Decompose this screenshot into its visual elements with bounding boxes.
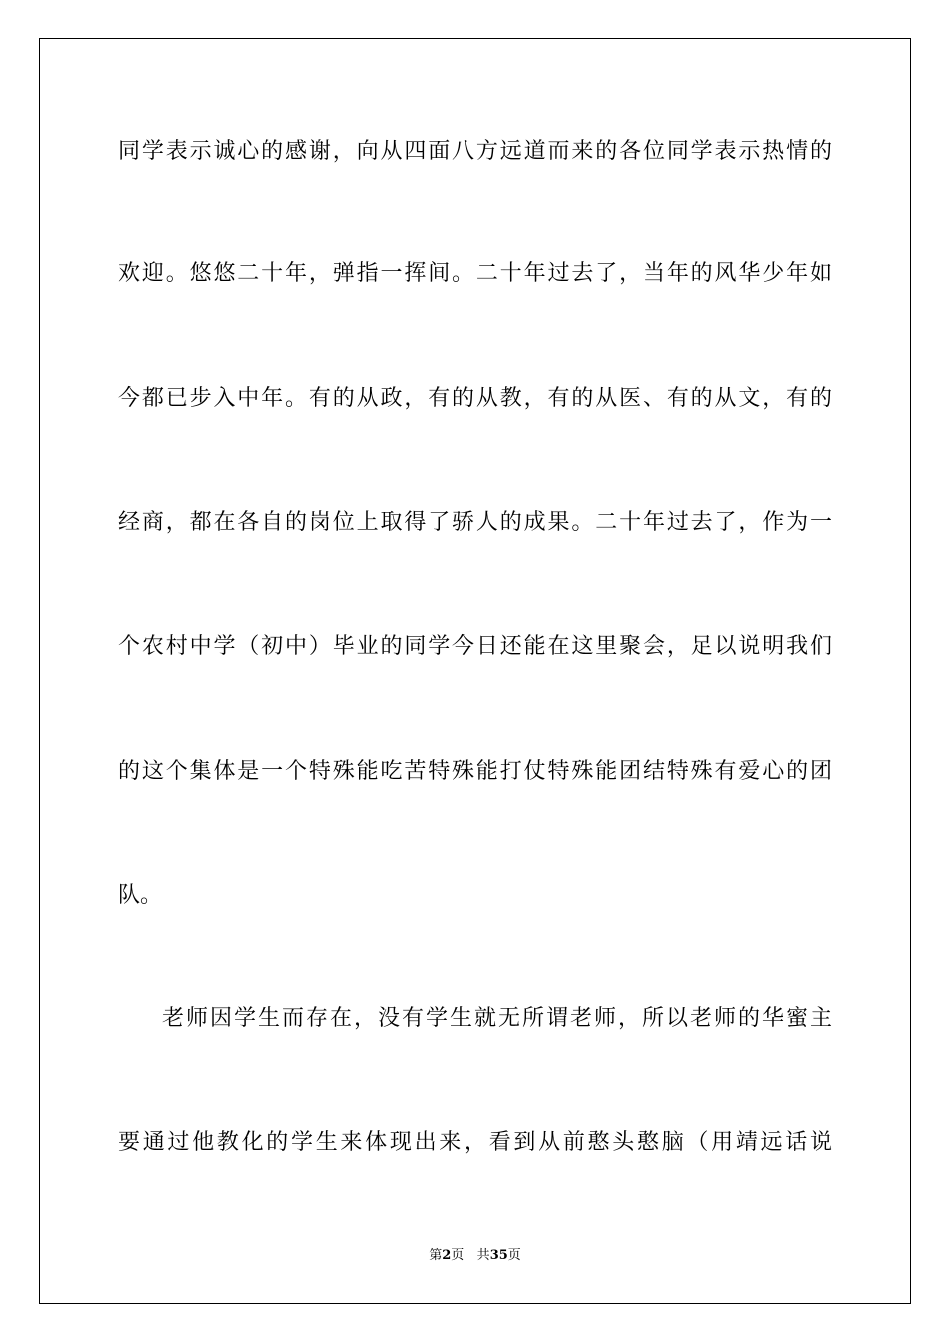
footer-total-suffix: 页 xyxy=(507,1248,521,1263)
body-line-6: 的这个集体是一个特殊能吃苦特殊能打仗特殊能团结特殊有爱心的团 xyxy=(118,759,832,784)
footer-total-prefix: 共 xyxy=(476,1248,490,1263)
body-line-4: 经商，都在各自的岗位上取得了骄人的成果。二十年过去了，作为一 xyxy=(118,510,832,535)
body-line-5: 个农村中学（初中）毕业的同学今日还能在这里聚会，足以说明我们 xyxy=(118,634,832,659)
body-line-3: 今都已步入中年。有的从政，有的从教，有的从医、有的从文，有的 xyxy=(118,386,832,411)
page-border xyxy=(39,38,911,1304)
body-line-7: 队。 xyxy=(118,883,163,908)
body-line-1: 同学表示诚心的感谢，向从四面八方远道而来的各位同学表示热情的 xyxy=(118,139,832,164)
footer-total-pages: 35 xyxy=(489,1248,508,1263)
body-line-2: 欢迎。悠悠二十年，弹指一挥间。二十年过去了，当年的风华少年如 xyxy=(118,261,832,286)
footer-page-suffix: 页 xyxy=(451,1248,465,1263)
footer-page-prefix: 第 xyxy=(429,1248,443,1263)
page-footer xyxy=(0,1247,950,1265)
footer-page-number: 2 xyxy=(442,1248,452,1263)
body-line-8: 老师因学生而存在，没有学生就无所谓老师，所以老师的华蜜主 xyxy=(162,1006,832,1031)
body-line-9: 要通过他教化的学生来体现出来，看到从前憨头憨脑（用靖远话说 xyxy=(118,1130,832,1155)
